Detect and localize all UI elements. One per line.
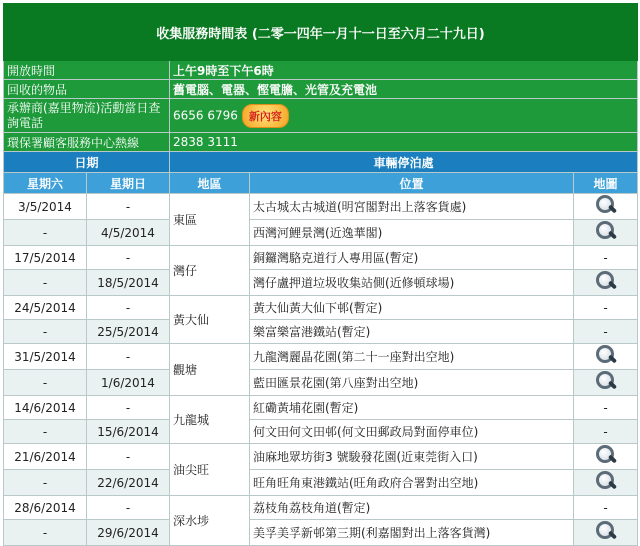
sunday-date-cell: 1/6/2014	[87, 370, 170, 396]
magnifier-icon[interactable]	[593, 370, 619, 392]
table-row	[4, 270, 638, 296]
magnifier-icon[interactable]	[593, 470, 619, 492]
district-cell: 油尖旺	[170, 444, 250, 496]
saturday-date-cell: -	[4, 370, 87, 396]
location-header: 位置	[250, 173, 574, 194]
sunday-date-cell: 18/5/2014	[87, 270, 170, 296]
table-row	[4, 520, 638, 546]
saturday-date-cell: -	[4, 270, 87, 296]
hotline-value: 2838 3111	[170, 133, 638, 152]
saturday-date-cell: 31/5/2014	[4, 344, 87, 370]
saturday-date-cell: -	[4, 420, 87, 444]
schedule-container	[3, 3, 637, 546]
table-row	[4, 496, 638, 520]
district-cell: 九龍城	[170, 396, 250, 444]
table-row	[4, 220, 638, 246]
saturday-date-cell: -	[4, 520, 87, 546]
district-cell: 東區	[170, 194, 250, 246]
schedule-table	[3, 3, 638, 546]
location-cell: 荔枝角荔枝角道(暫定)	[250, 496, 574, 520]
map-cell: -	[574, 396, 638, 420]
table-row	[4, 194, 638, 220]
location-cell: 太古城太古城道(明宮閣對出上落客貨處)	[250, 194, 574, 220]
sunday-date-cell: -	[87, 444, 170, 470]
district-cell: 觀塘	[170, 344, 250, 396]
location-cell: 灣仔盧押道垃圾收集站側(近修頓球場)	[250, 270, 574, 296]
items-label: 回收的物品	[4, 80, 170, 99]
district-header: 地區	[170, 173, 250, 194]
map-cell: -	[574, 320, 638, 344]
saturday-header: 星期六	[4, 173, 87, 194]
location-cell: 樂富樂富港鐵站(暫定)	[250, 320, 574, 344]
date-header: 日期	[4, 152, 170, 173]
map-cell	[574, 194, 638, 220]
location-cell: 美孚美孚新邨第三期(利嘉閣對出上落客貨灣)	[250, 520, 574, 546]
table-row	[4, 470, 638, 496]
map-cell	[574, 344, 638, 370]
saturday-date-cell: 21/6/2014	[4, 444, 87, 470]
map-cell	[574, 270, 638, 296]
map-cell: -	[574, 296, 638, 320]
contractor-label: 承辦商(嘉里物流)活動當日查詢電話	[4, 99, 170, 133]
saturday-date-cell: 14/6/2014	[4, 396, 87, 420]
district-cell: 灣仔	[170, 246, 250, 296]
sunday-date-cell: 25/5/2014	[87, 320, 170, 344]
table-row	[4, 370, 638, 396]
map-cell	[574, 470, 638, 496]
table-row	[4, 246, 638, 270]
hours-label: 開放時間	[4, 61, 170, 80]
sunday-date-cell: 22/6/2014	[87, 470, 170, 496]
magnifier-icon[interactable]	[593, 270, 619, 292]
saturday-date-cell: 24/5/2014	[4, 296, 87, 320]
hours-value: 上午9時至下午6時	[170, 61, 638, 80]
map-cell	[574, 444, 638, 470]
magnifier-icon[interactable]	[593, 344, 619, 366]
map-cell	[574, 520, 638, 546]
location-cell: 旺角旺角東港鐵站(旺角政府合署對出空地)	[250, 470, 574, 496]
table-row	[4, 296, 638, 320]
sunday-date-cell: -	[87, 496, 170, 520]
sunday-date-cell: -	[87, 194, 170, 220]
saturday-date-cell: -	[4, 470, 87, 496]
sunday-date-cell: -	[87, 396, 170, 420]
sunday-date-cell: 29/6/2014	[87, 520, 170, 546]
saturday-date-cell: 28/6/2014	[4, 496, 87, 520]
saturday-date-cell: -	[4, 320, 87, 344]
saturday-date-cell: 3/5/2014	[4, 194, 87, 220]
map-cell: -	[574, 496, 638, 520]
location-cell: 銅鑼灣駱克道行人專用區(暫定)	[250, 246, 574, 270]
district-cell: 黃大仙	[170, 296, 250, 344]
map-cell: -	[574, 246, 638, 270]
location-cell: 紅磡黃埔花園(暫定)	[250, 396, 574, 420]
table-row	[4, 344, 638, 370]
hotline-label: 環保署顧客服務中心熱線	[4, 133, 170, 152]
page-title: 收集服務時間表 (二零一四年一月十一日至六月二十九日)	[4, 4, 638, 61]
location-cell: 藍田匯景花園(第八座對出空地)	[250, 370, 574, 396]
saturday-date-cell: -	[4, 220, 87, 246]
location-cell: 何文田何文田邨(何文田郵政局對面停車位)	[250, 420, 574, 444]
magnifier-icon[interactable]	[593, 520, 619, 542]
sunday-header: 星期日	[87, 173, 170, 194]
district-cell: 深水埗	[170, 496, 250, 546]
sunday-date-cell: -	[87, 344, 170, 370]
magnifier-icon[interactable]	[593, 194, 619, 216]
location-cell: 黃大仙黃大仙下邨(暫定)	[250, 296, 574, 320]
map-cell: -	[574, 420, 638, 444]
table-row	[4, 320, 638, 344]
table-row	[4, 420, 638, 444]
map-cell	[574, 370, 638, 396]
sunday-date-cell: -	[87, 246, 170, 270]
sunday-date-cell: 15/6/2014	[87, 420, 170, 444]
location-cell: 九龍灣麗晶花園(第二十一座對出空地)	[250, 344, 574, 370]
saturday-date-cell: 17/5/2014	[4, 246, 87, 270]
contractor-phone-cell	[170, 99, 638, 133]
table-row	[4, 396, 638, 420]
map-header: 地圖	[574, 173, 638, 194]
parking-header: 車輛停泊處	[170, 152, 638, 173]
location-cell: 油麻地眾坊街3 號駿發花園(近東莞街入口)	[250, 444, 574, 470]
new-content-badge: 新內容	[242, 104, 289, 128]
map-cell	[574, 220, 638, 246]
location-cell: 西灣河鯉景灣(近逸華閣)	[250, 220, 574, 246]
magnifier-icon[interactable]	[593, 444, 619, 466]
magnifier-icon[interactable]	[593, 220, 619, 242]
items-value: 舊電腦、電器、慳電膽、光管及充電池	[170, 80, 638, 99]
contractor-phone: 6656 6796	[173, 108, 238, 122]
table-row	[4, 444, 638, 470]
sunday-date-cell: 4/5/2014	[87, 220, 170, 246]
sunday-date-cell: -	[87, 296, 170, 320]
